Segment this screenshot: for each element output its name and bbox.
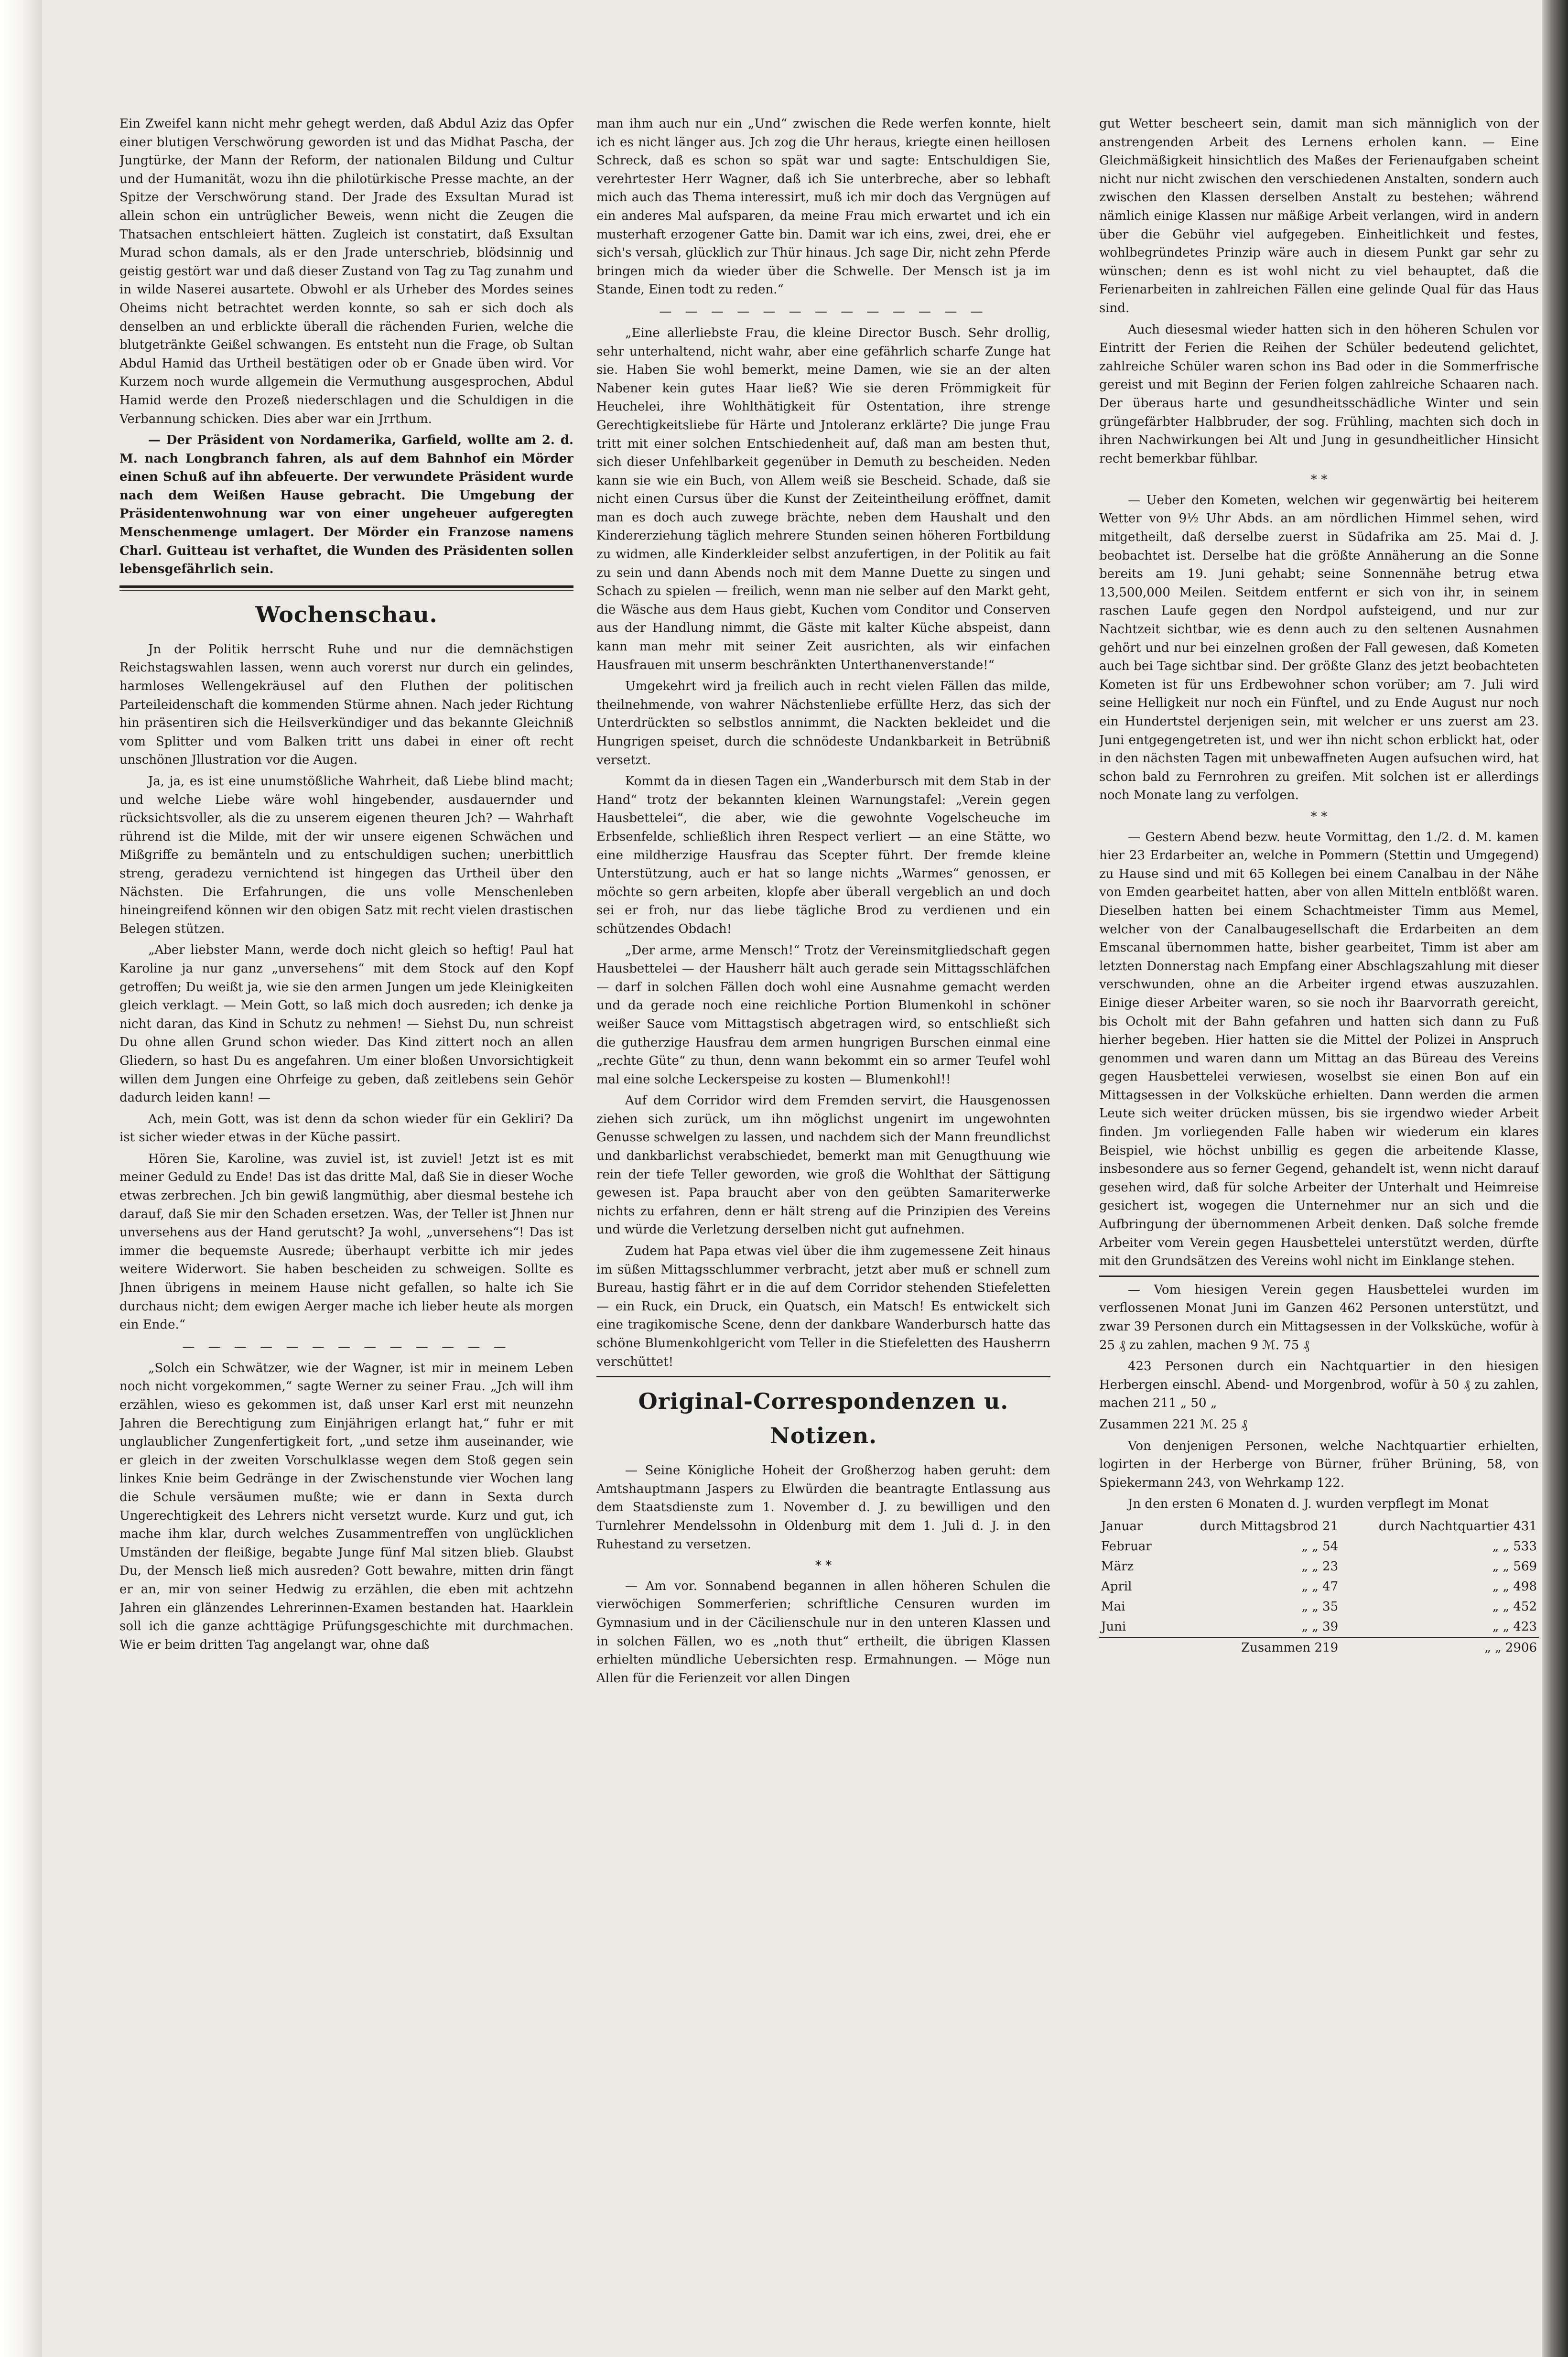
article-paragraph: Hören Sie, Karoline, was zuviel ist, ist zuviel! Jetzt ist es mit meiner Geduld zu Ende! Das ist das dritte Mal, daß Sie in dieser Woche etwas zerbrechen. Jch bin gewiß langmüthig, aber diesmal bestehe ich darauf, daß Sie mir den Schaden ersetzen. Was, der Teller ist Jhnen nur unversehens aus der Hand gerutscht? Ja wohl, „unversehens“! Das ist immer die bequemste Ausrede; überhaupt verbitte ich mir jedes weitere Widerwort. Sie haben bescheiden zu schweigen. Sollte es Jhnen übrigens in meinem Hause nicht gefallen, so halte ich Sie durchaus nicht; dem ewigen Aerger mache ich lieber heute als morgen ein Ende.“ (119, 1151, 573, 1332)
table-row (1099, 1536, 1539, 1557)
table-cell-month: Februar (1101, 1539, 1152, 1554)
article-paragraph: „Aber liebster Mann, werde doch nicht gleich so heftig! Paul hat Karoline ja nur ganz „unversehens“ mit dem Stock auf den Kopf getroffen; Du weißt ja, wie sie den armen Jungen um jede Kleinigkeiten gleich verklagt. — Mein Gott, so laß mich doch ausreden; ich denke ja nicht daran, das Kind in Schutz zu nehmen! — Siehst Du, nun schreist Du ohne allen Grund schon wieder. Das Kind zittert noch an allen Gliedern, so hast Du es angefahren. Um einer bloßen Unvorsichtigkeit willen dem Jungen eine Ohrfeige zu geben, daß zeitlebens sein Gehör dadurch leiden kann! — (119, 943, 573, 1105)
table-cell-month: April (1101, 1579, 1132, 1594)
scan-left-margin (0, 0, 42, 2357)
article-paragraph: — Ueber den Kometen, welchen wir gegenwärtig bei heiterem Wetter von 9½ Uhr Abds. an am nördlichen Himmel sehen, wird mitgetheilt, daß derselbe zuerst in Südafrika am 25. Mai d. J. beobachtet ist. Derselbe hat die größte Annäherung an die Sonne bereits am 19. Juni gehabt; seine Sonnennähe betrug etwa 13,500,000 Meilen. Seitdem entfernt er sich von ihr, in seinem raschen Laufe gegen den Nordpol aufsteigend, und nur zur Nachtzeit sichtbar, wie es denn auch zu den seltenen Ausnahmen gehört und nur bei einzelnen großen der Fall gewesen, daß Kometen auch bei Tage sichtbar sind. Der größte Glanz des jetzt beobachteten Kometen ist für uns Erdbewohner schon vorüber; am 7. Juli wird seine Helligkeit nur noch ein Fünftel, und zu Ende August nur noch ein Hundertstel derjenigen sein, mit welcher er uns zuerst am 23. Juni entgegengetreten ist, und wer ihn nicht schon erblickt hat, oder in den nächsten Tagen mit unbewaffneten Augen aufsuchen wird, hat schon bald zu Fernrohren zu greifen. Mit solchen ist er allerdings noch Monate lang zu verfolgen. (1099, 493, 1539, 803)
article-paragraph: Von denjenigen Personen, welche Nachtquartier erhielten, logirten in der Herberge von Bürner, früher Brüning, 58, von Spiekermann 243, von Wehrkamp 122. (1099, 1438, 1539, 1490)
table-cell-night: „ „ 452 (1492, 1599, 1537, 1614)
table-cell-lunch: „ „ 35 (1301, 1599, 1339, 1614)
table-row (1099, 1577, 1539, 1597)
article-paragraph: — Seine Königliche Hoheit der Großherzog haben geruht: dem Amtshauptmann Jaspers zu Elwürden die beantragte Entlassung aus dem Staatsdienste zum 1. November d. J. zu bewilligen und den Turnlehrer Mendelssohn in Oldenburg mit dem 1. Juli d. J. in den Ruhestand zu versetzen. (596, 1463, 1050, 1552)
table-row (1099, 1617, 1539, 1637)
article-paragraph: Ein Zweifel kann nicht mehr gehegt werden, daß Abdul Aziz das Opfer einer blutigen Verschwörung geworden ist und das Midhat Pascha, der Jungtürke, der Mann der Reform, der nationalen Bildung und Cultur und der Humanität, wozu ihn die philotürkische Presse machte, an der Spitze der Verschwörung stand. Der Jrade des Exsultan Murad ist allein schon ein untrüglicher Beweis, wenn nicht die Zeugen die Thatsachen entschleiert hätten. Zugleich ist constatirt, daß Exsultan Murad schon damals, als er den Jrade unterschrieb, blödsinnig und geistig gestört war und daß dieser Zustand von Tag zu Tag zunahm und in wilde Naserei ausartete. Obwohl er als Urheber des Mordes seines Oheims nicht betrachtet werden konnte, so sah er sich doch als denselben an und erblickte überall die rächenden Furien, welche die blutgetränkte Geißel schwangen. Es entsteht nun die Frage, ob Sultan Abdul Hamid das Urtheil bestätigen oder ob er Gnade üben wird. Vor Kurzem noch wurde allgemein die Vermuthung ausgesprochen, Abdul Hamid werde den Prozeß niederschlagen und die Schuldigen in die Verbannung schicken. Dies aber war ein Jrrthum. (119, 117, 573, 426)
article-paragraph: 423 Personen durch ein Nachtquartier in den hiesigen Herbergen einschl. Abend- und Morgenbrod, wofür à 50 ₰ zu zahlen, machen 211 „ 50 „ (1099, 1359, 1539, 1411)
article-paragraph: — Am vor. Sonnabend begannen in allen höheren Schulen die vierwöchigen Sommerferien; schriftliche Censuren wurden im Gymnasium und in der Cäcilienschule nur in den unteren Klassen und in solchen Fällen, wo es „noth thut“ ertheilt, die übrigen Klassen erhielten mündliche Uebersichten resp. Ermahnungen. — Möge nun Allen für die Ferienzeit vor allen Dingen (596, 1579, 1050, 1686)
rule-divider (596, 1376, 1050, 1377)
table-cell-night: „ „ 423 (1492, 1619, 1537, 1634)
article-paragraph: Auch diesesmal wieder hatten sich in den höheren Schulen vor Eintritt der Ferien die Reihen der Schüler bedeutend gelichtet, zahlreiche Schüler waren schon ins Bad oder in die Sommerfrische gereist und mit Beginn der Ferien folgen zahlreiche Schaaren nach. Der überaus harte und gesundheitsschädliche Winter und sein grüngefärbter Halbbruder, der sog. Frühling, machten sich doch in ihren Nachwirkungen bei Alt und Jung in gesundheitlicher Hinsicht recht bemerkbar fühlbar. (1099, 322, 1539, 466)
adjacent-page-edge (1542, 0, 1568, 2357)
article-paragraph: — Vom hiesigen Verein gegen Hausbettelei wurden im verflossenen Monat Juni im Ganzen 462 Personen unterstützt, und zwar 39 Personen durch ein Mittagsessen in der Volksküche, wofür à 25 ₰ zu zahlen, machen 9 ℳ. 75 ₰ (1099, 1282, 1539, 1352)
table-row (1099, 1597, 1539, 1617)
table-cell-lunch: „ „ 23 (1301, 1559, 1339, 1574)
article-paragraph: man ihm auch nur ein „Und“ zwischen die Rede werfen konnte, hielt ich es nicht länger aus. Jch zog die Uhr heraus, kriegte einen heillosen Schreck, daß es schon so spät war und sagte: Entschuldigen Sie, verehrtester Herr Wagner, daß ich Sie unterbreche, aber so lebhaft mich auch das Thema interessirt, muß ich mir doch das Vergnügen auf ein anderes Mal aufsparen, da meine Frau mich erwartet und ich ein musterhaft erzogener Gatte bin. Damit war ich eins, zwei, drei, ehe er sich's versah, glücklich zur Thür hinaus. Jch sage Dir, nicht zehn Pferde bringen mich da wieder über die Schwelle. Der Mensch ist ja im Stande, Einen todt zu reden.“ (596, 117, 1050, 297)
article-paragraph: gut Wetter bescheert sein, damit man sich männiglich von der anstrengenden Arbeit des Lernens erholen kann. — Eine Gleichmäßigkeit hinsichtlich des Maßes der Ferienaufgaben scheint nicht nur nicht zwischen den verschiedenen Anstalten, sondern auch zwischen den Klassen derselben Anstalt zu bestehen; während nämlich einige Klassen nur mäßige Arbeit verlangen, wird in andern über die Gebühr viel aufgegeben. Einheitlichkeit und festes, wohlbegründetes Prinzip wäre auch in diesem Punkt gar sehr zu wünschen; denn es ist wohl nicht zu viel behauptet, daß die Ferienarbeiten in zahlreichen Fällen eine gelinde Qual für das Haus sind. (1099, 117, 1539, 315)
article-paragraph: Auf dem Corridor wird dem Fremden servirt, die Hausgenossen ziehen sich zurück, um ihn möglichst ungenirt im ungewohnten Genusse schwelgen zu lassen, und nachdem sich der Mann freundlichst und dankbarlichst verabschiedet, bemerkt man mit Genugthuung wie rein der tiefe Teller geworden, wie groß die Wohlthat der Sättigung gewesen ist. Papa braucht aber von den geübten Samariterwerke nichts zu erfahren, denn er hält streng auf die Prinzipien des Vereins und würde die Verletzung derselben nicht gut aufnehmen. (596, 1093, 1050, 1237)
table-row (1099, 1516, 1539, 1536)
article-paragraph: — Gestern Abend bezw. heute Vormittag, den 1./2. d. M. kamen hier 23 Erdarbeiter an, welche in Pommern (Stettin und Umgegend) zu Hause sind und mit 65 Kollegen bei einem Canalbau in der Nähe von Emden gearbeitet hatten, aber von allen Mitteln entblößt waren. Dieselben hatten bei einem Schachtmeister Timm aus Memel, welcher von der Canalbaugesellschaft die Erdarbeiten an dem Emscanal übernommen hatte, bisher gearbeitet, Timm ist aber am letzten Donnerstag nach Empfang einer Abschlagszahlung mit dieser verschwunden, ohne an die Arbeiter irgend etwas auszuzahlen. Einige dieser Arbeiter waren, so sie noch ihr Baarvorrath gereicht, bis Ocholt mit der Bahn gefahren und hatten sich dann zu Fuß hierher begeben. Hier hatten sie die Mittel der Polizei in Anspruch genommen und waren dann um Mittag an das Büreau des Vereins gegen Hausbettelei verwiesen, woselbst sie einen Bon auf ein Mittagsessen in der Volksküche erhielten. Dann werden die armen Leute sich weiter drücken müssen, bis sie irgendwo wieder Arbeit finden. Jm vorliegenden Falle haben wir wiederum ein klares Beispiel, wie höchst unbillig es gegen die arbeitende Klasse, insbesondere aus so ferner Gegend, gehandelt ist, wenn nicht darauf gesehen wird, daß für solche Arbeiter der Unterhalt und Heimreise gesichert ist, wogegen die Unternehmer nur an sich und die Aufbringung der übernommenen Arbeit denken. Daß solche fremde Arbeiter vom Verein gegen Hausbettelei unterstützt werden, dürfte mit den Grundsätzen des Vereins wohl nicht im Einklange stehen. (1099, 830, 1539, 1269)
article-paragraph: „Der arme, arme Mensch!“ Trotz der Vereinsmitgliedschaft gegen Hausbettelei — der Hausherr hält auch gerade sein Mittagsschläfchen — darf in solchen Fällen doch wohl eine Ausnahme gemacht werden und da gerade noch eine reichliche Portion Blumenkohl in schöner weißer Sauce vom Mittagstisch abgetragen wird, so entschließt sich die gutherzige Hausfrau dem armen hungrigen Burschen einmal eine „rechte Güte“ zu thun, denn wann bekommt ein so armer Teufel wohl mal eine solche Leckerspeise zu kosten — Blumenkohl!! (596, 943, 1050, 1087)
article-paragraph: „Eine allerliebste Frau, die kleine Director Busch. Sehr drollig, sehr unterhaltend, nicht wahr, aber eine gefährlich scharfe Zunge hat sie. Haben Sie wohl bemerkt, meine Damen, wie sie an der alten Nabener kein gutes Haar ließ? Wie sie deren Frömmigkeit für Heuchelei, ihre Wohlthätigkeit für Ostentation, ihre strenge Gerechtigkeitsliebe für Härte und Jntoleranz erklärte? Die junge Frau tritt mit einer solchen Entschiedenheit auf, daß man am besten thut, sich dieser Unfehlbarkeit gegenüber in Demuth zu bescheiden. Neden kann sie wie ein Buch, von Allem weiß sie Bescheid. Schade, daß sie nicht einen Cursus über die Kunst der Zeiteintheilung eröffnet, damit man es doch auch zuwege brächte, neben dem Haushalt und den Kindererziehung täglich mehrere Stunden seinen höheren Fortbildung zu widmen, alle Kinderkleider selbst anzufertigen, in der Politik au fait zu sein und dann Abends noch mit dem Manne Duette zu singen und Schach zu spielen — freilich, wenn man nie selber auf den Markt geht, die Wäsche aus dem Haus giebt, Kuchen vom Conditor und Conserven aus der Handlung nimmt, die Gäste mit kalter Küche abspeist, dann kann man mehr mit seiner Zeit ausrichten, als wir einfachen Hausfrauen mit unserm beschränkten Unterthanenverstande!“ (596, 325, 1050, 672)
table-row (1099, 1557, 1539, 1577)
asterisk-separator: * * (1310, 473, 1328, 487)
article-paragraph: Ach, mein Gott, was ist denn da schon wieder für ein Gekliri? Da ist sicher wieder etwas in der Küche passirt. (119, 1112, 573, 1145)
dash-separator: — — — — — — — — — — — — — (182, 1339, 511, 1354)
column-middle (596, 115, 1050, 2338)
sum-line: Zusammen 221 ℳ. 25 ₰ (1099, 1417, 1247, 1432)
table-total-row (1099, 1637, 1539, 1658)
article-paragraph: Kommt da in diesen Tagen ein „Wanderbursch mit dem Stab in der Hand“ trotz der bekannten kleinen Warnungstafel: „Verein gegen Hausbettelei“, die aber, wie die gewohnte Vogelscheuche im Erbsenfelde, schließlich ihren Respect verliert — an eine Stätte, wo eine mildherzige Hausfrau das Scepter führt. Der fremde kleine Unterstützung, auch er hat so lange nichts „Warmes“ genossen, er möchte so gern arbeiten, klopfe aber überall vergeblich an und doch sei er froh, nur das liebe tägliche Brod zu verdienen und ein schützendes Obdach! (596, 774, 1050, 936)
asterisk-separator: * * (815, 1558, 832, 1573)
table-cell-night: „ „ 498 (1492, 1579, 1537, 1594)
table-cell-night: „ „ 569 (1492, 1559, 1537, 1574)
column-right (1099, 115, 1539, 2338)
section-heading: Original-Correspondenzen u. Notizen. (638, 1388, 1009, 1449)
table-cell-month: Juni (1101, 1619, 1126, 1634)
table-total-label: Zusammen 219 (1099, 1637, 1340, 1658)
article-paragraph: Zudem hat Papa etwas viel über die ihm zugemessene Zeit hinaus im süßen Mittagsschlummer verbracht, jetzt aber muß er schnell zum Bureau, hastig fährt er in die auf dem Corridor stehenden Stiefeletten — ein Ruck, ein Druck, ein Quatsch, ein Matsch! Es entwickelt sich eine tragikomische Scene, denn der dankbare Wanderbursch hatte das schöne Blumenkohlgericht vom Teller in die Stiefeletten des Hausherrn verschüttet! (596, 1244, 1050, 1369)
article-paragraph: Ja, ja, es ist eine unumstößliche Wahrheit, daß Liebe blind macht; und welche Liebe wäre wohl hingebender, ausdauernder und rücksichtsvoller, als die zu unserem eigenen theuren Jch? — Wahrhaft rührend ist die Milde, mit der wir unsere eigenen Schwächen und Mißgriffe zu bemänteln und zu entschuldigen suchen; unerbittlich streng, geradezu vernichtend ist hingegen das Urtheil über den Nächsten. Die Erfahrungen, die uns volle Menschenleben hineingreifend können wir den obigen Satz mit recht vielen drastischen Belegen stützen. (119, 774, 573, 936)
table-cell-night: „ „ 533 (1492, 1539, 1537, 1554)
table-cell-month: Januar (1101, 1519, 1143, 1534)
article-paragraph: — Der Präsident von Nordamerika, Garfield, wollte am 2. d. M. nach Longbranch fahren, als auf dem Bahnhof ein Mörder einen Schuß auf ihn abfeuerte. Der verwundete Präsident wurde nach dem Weißen Hause gebracht. Die Umgebung der Präsidentenwohnung war von einer ungeheuer aufgeregten Menschenmenge umlagert. Der Mörder ein Franzose namens Charl. Guitteau ist verhaftet, die Wunden des Präsidenten sollen lebensgefährlich sein. (119, 433, 573, 577)
table-cell-lunch: durch Mittagsbrod 21 (1200, 1519, 1339, 1534)
table-cell-lunch: „ „ 39 (1301, 1619, 1339, 1634)
table-total-night: „ „ 2906 (1340, 1637, 1539, 1658)
column-left (119, 115, 573, 2338)
table-cell-month: März (1101, 1559, 1134, 1574)
section-heading: Wochenschau. (255, 601, 438, 627)
article-paragraph: Umgekehrt wird ja freilich auch in recht vielen Fällen das milde, theilnehmende, von wahrer Nächstenliebe erfüllte Herz, das sich der Unterdrückten so selbstlos annimmt, die Nackten bekleidet und die Hungrigen speiset, durch die schnödeste Undankbarkeit in Betrübniß versetzt. (596, 679, 1050, 768)
article-paragraph: Jn den ersten 6 Monaten d. J. wurden verpflegt im Monat (1128, 1497, 1489, 1512)
asterisk-separator: * * (1310, 809, 1328, 824)
table-cell-month: Mai (1101, 1599, 1125, 1614)
article-paragraph: Jn der Politik herrscht Ruhe und nur die demnächstigen Reichstagswahlen lassen, wenn auch vorerst nur durch ein gelindes, harmloses Wellengekräusel auf den Fluthen der politischen Parteileidenschaft die kommenden Stürme ahnen. Nach jeder Richtung hin präsentiren sich die Heilsverkündiger und das bekannte Gleichniß vom Splitter und vom Balken tritt uns dabei in einer oft recht unschönen Jllustration vor die Augen. (119, 642, 573, 768)
rule-divider (1099, 1276, 1539, 1277)
dash-separator: — — — — — — — — — — — — — (659, 304, 988, 319)
table-cell-lunch: „ „ 47 (1301, 1579, 1339, 1594)
monthly-stats-table (1099, 1516, 1539, 1658)
double-rule-divider (119, 585, 573, 591)
table-cell-lunch: „ „ 54 (1301, 1539, 1339, 1554)
table-cell-night: durch Nachtquartier 431 (1378, 1519, 1537, 1534)
article-paragraph: „Solch ein Schwätzer, wie der Wagner, ist mir in meinem Leben noch nicht vorgekommen,“ sagte Werner zu seiner Frau. „Jch will ihm erzählen, wieso es gekommen ist, daß unser Karl erst mit neunzehn Jahren die Berechtigung zum Einjährigen erlangt hat,“ fuhr er mit unglaublicher Zungenfertigkeit fort, „und setze ihm auseinander, wie er gleich in der zweiten Vorschulklasse wegen dem Stoß gegen sein linkes Knie beim Gedränge in der Zwischenstunde vier Wochen lang die Schule versäumen mußte; wie er dann in Sexta durch Ungerechtigkeit des Lehrers nicht versetzt wurde. Kurz und gut, ich mache ihm klar, durch welches Zusammentreffen von unglücklichen Umständen der fleißige, begabte Junge fünf Mal sitzen blieb. Glaubst Du, der Mensch ließ mich ausreden? Gott bewahre, mitten drin fängt er an, mir von seiner Hedwig zu erzählen, die eben mit achtzehn Jahren ein glänzendes Lehrerinnen-Examen bestanden hat. Haarklein soll ich die ganze achttägige Prüfungsgeschichte mit durchmachen. Wie er beim dritten Tag angelangt war, ohne daß (119, 1361, 573, 1652)
